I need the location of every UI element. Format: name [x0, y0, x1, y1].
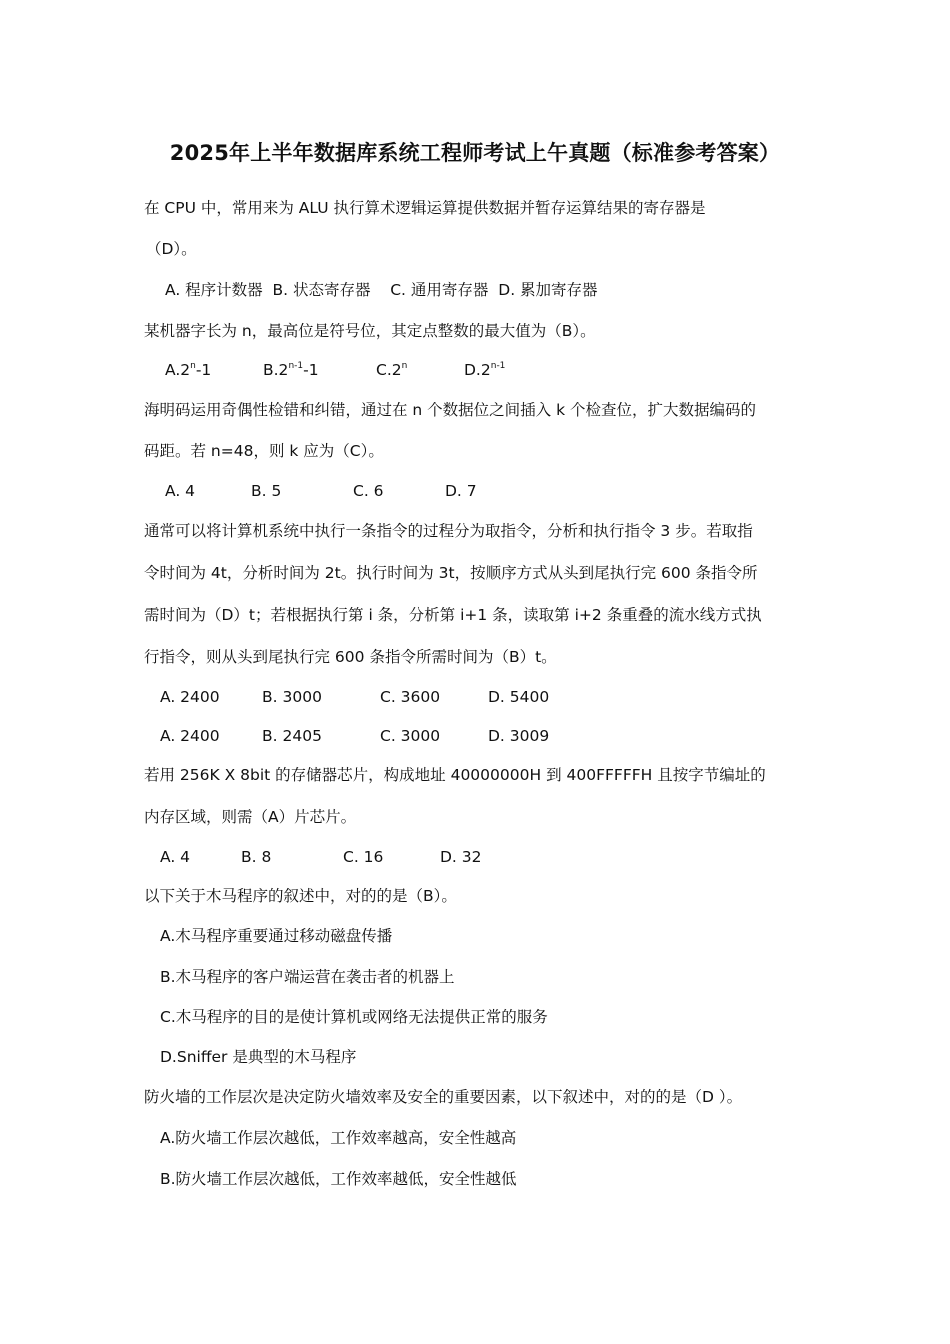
q3-option-c: C. 6 — [353, 482, 384, 500]
q4-set1-option-d: D. 5400 — [488, 688, 550, 706]
q5-option-d: D. 32 — [440, 848, 482, 866]
q5-option-b: B. 8 — [241, 848, 272, 866]
q7-option-b: B.防火墙工作层次越低，工作效率越低，安全性越低 — [160, 1170, 517, 1188]
q3-option-a: A. 4 — [165, 482, 196, 500]
q2-option-b: B.2$^{n-1}$-1 — [263, 361, 319, 379]
q3-option-d: D. 7 — [445, 482, 477, 500]
q3-option-b: B. 5 — [251, 482, 282, 500]
q6-stem: 以下关于木马程序的叙述中，对的的是（B）。 — [144, 887, 457, 905]
q7-option-a: A.防火墙工作层次越低，工作效率越高，安全性越高 — [160, 1129, 517, 1147]
q7-stem: 防火墙的工作层次是决定防火墙效率及安全的重要因素，以下叙述中，对的的是（D ）。 — [144, 1088, 743, 1106]
q2-option-a: A.2$^n$-1 — [165, 361, 212, 379]
q2-option-c: C.2$^n$ — [376, 361, 408, 379]
q4-stem-line3: 需时间为（D）t；若根据执行第 i 条，分析第 i+1 条，读取第 i+2 条重叠的流水线方式执 — [144, 606, 762, 624]
q1-stem-line1: 在 CPU 中，常用来为 ALU 执行算术逻辑运算提供数据并暂存运算结果的寄存器是 — [144, 199, 706, 217]
q1-stem-line2: （D）。 — [146, 240, 197, 258]
q6-option-d: D.Sniffer 是典型的木马程序 — [160, 1048, 357, 1066]
q6-option-b: B.木马程序的客户端运营在袭击者的机器上 — [160, 968, 455, 986]
q4-stem-line4: 行指令，则从头到尾执行完 600 条指令所需时间为（B）t。 — [144, 648, 557, 666]
q3-stem-line1: 海明码运用奇偶性检错和纠错，通过在 n 个数据位之间插入 k 个检查位，扩大数据编码的 — [144, 401, 757, 419]
q4-stem-line1: 通常可以将计算机系统中执行一条指令的过程分为取指令，分析和执行指令 3 步。若取指 — [144, 522, 753, 540]
q3-stem-line2: 码距。若 n=48，则 k 应为（C）。 — [144, 442, 384, 460]
q6-option-a: A.木马程序重要通过移动磁盘传播 — [160, 927, 393, 945]
q5-option-c: C. 16 — [343, 848, 384, 866]
q4-set2-option-c: C. 3000 — [380, 727, 441, 745]
q4-set1-option-a: A. 2400 — [160, 688, 220, 706]
q5-option-a: A. 4 — [160, 848, 191, 866]
q4-set2-option-b: B. 2405 — [262, 727, 322, 745]
q4-set1-option-c: C. 3600 — [380, 688, 441, 706]
q2-option-d: D.2$^{n-1}$ — [464, 361, 506, 379]
q5-stem-line1: 若用 256K X 8bit 的存储器芯片，构成地址 40000000H 到 400FFFFFH 且按字节编址的 — [144, 766, 766, 784]
q4-stem-line2: 令时间为 4t，分析时间为 2t。执行时间为 3t，按顺序方式从头到尾执行完 600 条指令所 — [144, 564, 758, 582]
q4-set1-option-b: B. 3000 — [262, 688, 322, 706]
q4-set2-option-a: A. 2400 — [160, 727, 220, 745]
page-title: 2025年上半年数据库系统工程师考试上午真题（标准参考答案） — [169, 141, 781, 165]
q4-set2-option-d: D. 3009 — [488, 727, 550, 745]
q1-options: A. 程序计数器 B. 状态寄存器 C. 通用寄存器 D. 累加寄存器 — [165, 281, 598, 299]
q2-stem: 某机器字长为 n，最高位是符号位，其定点整数的最大值为（B）。 — [144, 322, 596, 340]
q6-option-c: C.木马程序的目的是使计算机或网络无法提供正常的服务 — [160, 1008, 548, 1026]
q5-stem-line2: 内存区域，则需（A）片芯片。 — [144, 808, 357, 826]
